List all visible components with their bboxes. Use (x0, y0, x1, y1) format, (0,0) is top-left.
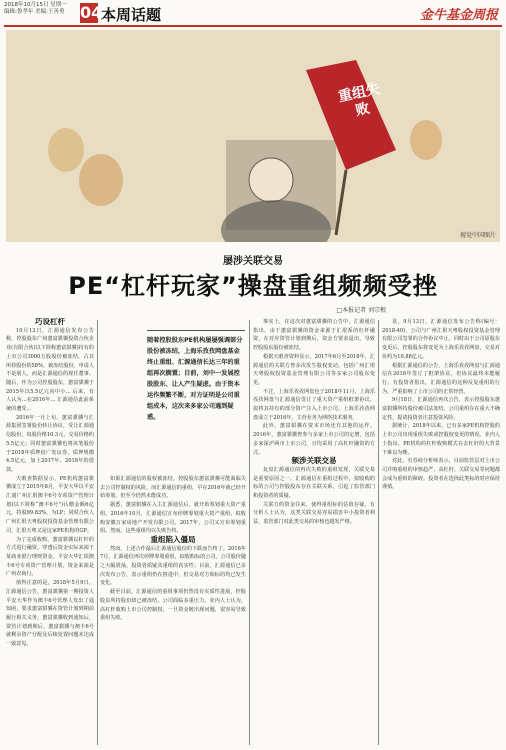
paragraph: 复盘汇源通信的再次失败的重组发现，关联交易是重要原因之一。汇源通信在重组过程中，拟收购的标的公司与控股股东存在关联关系，引起了监管部门和投资者的质疑。 (253, 466, 375, 500)
page-number: 04 (80, 3, 103, 22)
article-byline: □本报记者 刘宗根 (336, 307, 386, 314)
paragraph: 2016年一月上旬，蕙富骐骥与汇源集团签署股份转让协议，受让汇源通信股份，每股价格10.3元，交易价格约5.5亿元；同时蕙富骐骥也将该笔股份于2018年质押给广发证券，质押规模4.5亿元，加上2017年、2018年的借款。 (6, 414, 94, 473)
paragraph: 然而，上述合作最后汇源通信股份的下跌而告终了。2016年7月，汇源通信再次停牌筹划重组，拟收购标的公司，公司股价随之大幅震荡，投资者质疑其重组的真实性；目前，汇源通信已多次发布公告，表示重组仍在推进中，但交易对方和标的均已发生变化。 (100, 545, 246, 587)
paragraph: 事实上，在这次对蕙富骐骥的公告中，汇源通信指出，由于蕙富骐骥的资金来源于汇垠系的杠杆融资，在对应资管计划到期后，资金方要求退出，导致控股股东股份被冻结。 (253, 319, 375, 352)
article-kicker: 屡涉关联交易 (223, 256, 283, 267)
column-divider (249, 320, 250, 745)
failure-sign-text: 重组失败 (336, 81, 382, 120)
issue-date: 2018年10月15日 星期一 (4, 2, 67, 8)
issue-editors: 编辑:鲁孝年 美编:王善勇 (4, 9, 65, 15)
issue-meta (4, 2, 76, 16)
cover-illustration (6, 30, 500, 242)
paragraph: 根据汇源通信的公告，上海乐孜孜网盘与汇源通信在2018年签订了框架协议，但协议最终未能履行。有投资者指出，汇源通信的这种反复重组的行为，严重影响了上市公司的正常经营。 (382, 362, 500, 395)
paragraph: 根据天眼查资料显示，2017年6月至2018年，汇源通信的关联方曾多次发生股权变动，包括广州汇垠天粤股权投资基金管理有限公司等多家公司股东变更。 (253, 353, 375, 386)
paragraph: 为了完成收购，蕙富骐骥以杠杆的方式进行融资，穿透后资金实际来源于某商业银行理财资金。平安大华汇垠澳丰6号专项资产管理计划，资金来源是广州农商行。 (6, 536, 94, 578)
paragraph: 值得注意的是，2018年5月9日，汇源通信公告，蕙富骐骥第一期投资人平安大华作为澳丰6号管理人发出了通知函，要求蕙富骐骥在资管计划到期前履行相关义务，蕙富骐骥收到通知后，资管计划到期后，蕙富骐骥与澳丰6号就剩余资产分配及后续处置问题未达成一致意见。 (6, 580, 94, 648)
paragraph: 此外，蕙富骐骥在资本市场还有其他的运作。2016年，蕙富骐骥曾参与多家上市公司的定增，包括多家深沪两市上市公司，且均采用了高杠杆融资的方式。 (253, 423, 375, 456)
article-headline: PE“杠杆玩家”操盘重组频频受挫 (68, 272, 438, 300)
article-column-3 (100, 475, 246, 746)
paragraph: 对此，有券商分析师表示，目前监管层对上市公司并购重组的审核趋严，高杠杆、关联交易等问题都会成为重组的障碍。投资者在选择此类标的时应保持谨慎。 (382, 458, 500, 491)
article-column-5 (382, 318, 500, 746)
paragraph: 天眼查数据显示，PE机构蕙富骐骥成立于2015年8月，平安大华以平安汇通广州汇垠澳丰6号专项资产管理计划(以下简称“澳丰6号”)认缴金额6亿元，持股99.83%，为LP；同时合伙人广州汇垠天粤股权投资基金管理有限公司，汇垠天粤又是这家PE机构的GP。 (6, 475, 94, 534)
illustration-caption: 视觉中国图片 (459, 232, 496, 239)
header-rule (4, 25, 502, 27)
paragraph: 截至目前，汇源通信的重组事项仍然没有实质性进展，控股股东所持股份却已被冻结，公司面临多重压力。业内人士认为，高杠杆收购上市公司控制权，一旦资金链出现问题，很容易导致重组失败。 (100, 589, 246, 622)
article-column-1 (6, 318, 94, 746)
column-divider (97, 320, 98, 745)
paragraph: 据统计，2018年以来，已有多家PE机构控股的上市公司出现重组失败或控股权变更的情况。业内人士指出，PE机构的杠杆收购模式在去杠杆的大背景下难以为继。 (382, 423, 500, 456)
paragraph: 不过，上海乐孜孜网盘也于2018年11月，上海乐孜孜网盘与汇源通信签订了重大资产重组框架协议，拟将其持有的部分资产注入上市公司。上海乐孜孜网盘成立于2016年，主营业务为网络技术服务。 (253, 388, 375, 421)
pull-quote: 随着控股股东PE机构屡屡强调部分股份被冻结，上海乐孜孜网盘基金终止重组、汇源通信长达三年的重组再次搁置；目前，刘中一发展控股股东、让人产生疑虑。由于资本运作频繁不断，对方证明是公司重组成本，这次来多家公司遇到疑惑。 (147, 330, 245, 423)
paragraph: 9月18日，汇源通信再次公告，表示控股股东蕙富骐骥所持股份被司法冻结，公司重组存在重大不确定性，提请投资者注意投资风险。 (382, 397, 500, 421)
paragraph: 据悉，蕙富骐骥在入主汇源通信后，就开始筹划重大资产重组。2016年10月，汇源通信宣布停牌筹划重大资产重组，拟收购安徽万家房地产开发有限公司。2017年，公司又宣布筹划重组。然而，这些重组均以失败告终。 (100, 502, 246, 535)
paragraph: 关联方的资金往来，使得重组标的估值存疑。有分析人士认为，这类关联交易容易损害中小投资者利益，监管部门对此类交易的审核也越发严格。 (253, 501, 375, 526)
masthead-logo: 金牛基金周报 (419, 8, 498, 23)
paragraph: 如果汇源通信的股权被冻结，控股股东蕙富骐骥可能面临失去公司控制权的风险。而汇源通信的重组，早在2016年就已经开始筹划，但至今仍然未能成功。 (100, 476, 246, 500)
section-title: 本周话题 (101, 6, 162, 24)
illustration-art (6, 30, 500, 242)
article-column-2-top (100, 330, 144, 470)
section-subhead: 频涉关联交易 (291, 456, 337, 466)
paragraph: 10月12日，汇源通信发布公告称，控股股东广州蕙富骐骥投资合伙企业(有限合伙)以下简称蕙富骐骥)持有的上市公司3000万股股份被冻结，占其所持股份的58%。被冻结股份，申请人不是别人，而是汇源通信的现任董事。随后，作为公司控股股东，蕙富骐骥于2015年以5.5亿元向中小... 后来，有人认为...在2016年... 汇源通信此前系统的遭受... (6, 327, 94, 413)
article-column-4 (253, 318, 375, 746)
section-subhead: 重组陷入僵局 (150, 534, 196, 544)
page-header (0, 0, 506, 30)
paragraph: 显，9月13日，汇源通信发布公告称(编号：2018-40)，公司与广州汇垠天粤股权投资基金管理有限公司签署的合作协议中止，同时由于公司原股东变更后，控股股东将变更为上海乐孜孜网盘，交易对价约为10.88亿元。 (382, 319, 500, 360)
section-subhead: 巧设杠杆 (35, 318, 65, 326)
column-divider (378, 320, 379, 745)
